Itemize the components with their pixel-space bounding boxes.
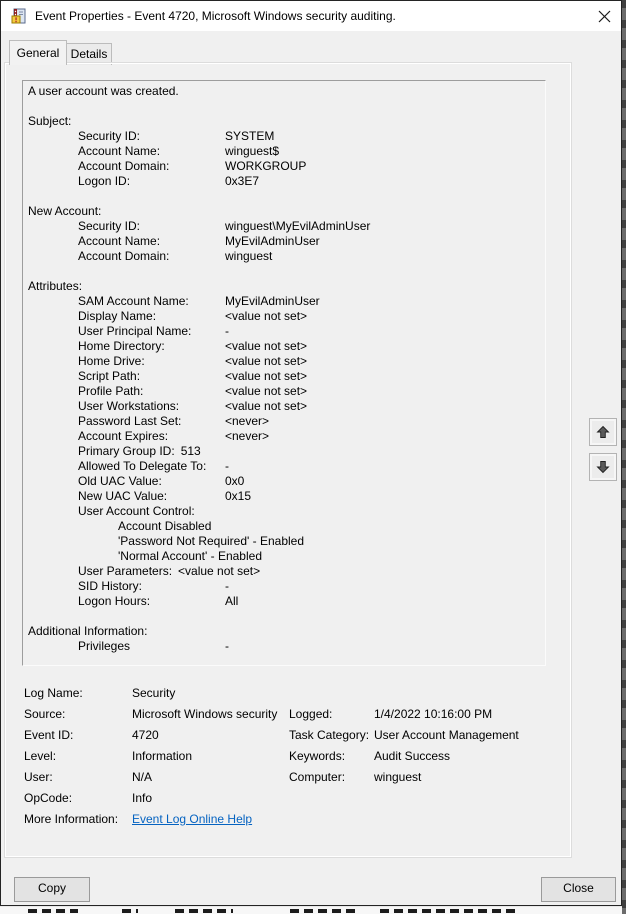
event-text-line: A user account was created. <box>28 84 179 98</box>
footer-label: Computer: <box>289 770 346 784</box>
event-text-line: Account Expires: <never> <box>78 429 270 443</box>
footer-value <box>374 812 564 833</box>
event-text-line: Account Disabled <box>118 519 212 533</box>
footer-label: More Information: <box>24 812 119 826</box>
copy-button[interactable]: Copy <box>14 877 90 902</box>
close-icon[interactable] <box>589 1 619 31</box>
footer-row <box>24 770 564 791</box>
footer-label <box>289 791 374 812</box>
event-text-line: User Principal Name: - <box>78 324 229 338</box>
background-text-fragment <box>175 909 233 913</box>
tab-general[interactable]: General <box>9 40 67 65</box>
event-text-line: Home Directory: <value not set> <box>78 339 308 353</box>
footer-value: N/A <box>132 770 153 784</box>
tab-details[interactable]: Details <box>66 43 112 65</box>
footer-label: Level: <box>24 749 57 763</box>
event-text-line: Profile Path: <value not set> <box>78 384 308 398</box>
background-text-fragment <box>380 909 520 913</box>
event-text-line: 'Normal Account' - Enabled <box>118 549 262 563</box>
footer-row <box>24 686 564 707</box>
footer-value: 4720 <box>132 728 159 742</box>
event-text-line: Attributes: <box>28 279 83 293</box>
up-arrow-icon[interactable] <box>589 418 617 446</box>
footer-value: Security <box>132 686 176 700</box>
footer-row <box>24 812 564 833</box>
background-text-fragment <box>290 909 360 913</box>
event-text-line: Account Domain: winguest <box>78 249 273 263</box>
footer-value: Audit Success <box>374 749 451 763</box>
event-text-line: User Account Control: <box>78 504 195 518</box>
event-text-line: Security ID: winguest\MyEvilAdminUser <box>78 219 371 233</box>
background-text-fragment <box>122 909 138 913</box>
background-window-right-edge <box>622 0 626 914</box>
footer-value: 1/4/2022 10:16:00 PM <box>374 707 493 721</box>
event-text-line <box>28 99 545 114</box>
event-text-line: Password Last Set: <never> <box>78 414 270 428</box>
event-text-line: Allowed To Delegate To: - <box>78 459 229 473</box>
event-text-line: Script Path: <value not set> <box>78 369 308 383</box>
footer-label: Logged: <box>289 707 333 721</box>
event-text-line: SAM Account Name: MyEvilAdminUser <box>78 294 320 308</box>
event-text-line: Logon ID: 0x3E7 <box>78 174 260 188</box>
event-text-line: Security ID: SYSTEM <box>78 129 275 143</box>
event-text-line: Additional Information: <box>28 624 148 638</box>
event-log-online-help-link[interactable]: Event Log Online Help <box>132 812 253 826</box>
event-text-line: User Parameters: <value not set> <box>78 564 261 578</box>
window-title: Event Properties - Event 4720, Microsoft Windows security auditing. <box>35 9 396 23</box>
footer-label: Source: <box>24 707 66 721</box>
footer-value: Information <box>132 749 193 763</box>
background-text-fragment <box>28 909 78 913</box>
event-text-line: Account Name: winguest$ <box>78 144 280 158</box>
event-text-line: Privileges - <box>78 639 229 653</box>
event-text-line: New Account: <box>28 204 102 218</box>
event-text-line: User Workstations: <value not set> <box>78 399 308 413</box>
footer-label: Log Name: <box>24 686 83 700</box>
event-text-line: Display Name: <value not set> <box>78 309 308 323</box>
footer-value: winguest <box>374 770 422 784</box>
event-text-line: Primary Group ID: 513 <box>78 444 201 458</box>
footer-label: Keywords: <box>289 749 346 763</box>
footer-value: Microsoft Windows security <box>132 707 278 721</box>
event-text-line <box>28 189 545 204</box>
footer-value <box>374 686 564 707</box>
event-text-line: Old UAC Value: 0x0 <box>78 474 245 488</box>
event-text-line <box>28 609 545 624</box>
down-arrow-icon[interactable] <box>589 453 617 481</box>
event-text-line: SID History: - <box>78 579 229 593</box>
event-text-line: New UAC Value: 0x15 <box>78 489 252 503</box>
footer-label: Event ID: <box>24 728 74 742</box>
footer-row <box>24 707 564 728</box>
event-text-line: Account Domain: WORKGROUP <box>78 159 307 173</box>
footer-label <box>289 686 374 707</box>
title-bar[interactable] <box>1 1 621 31</box>
footer-grid <box>24 686 564 833</box>
event-text-line: 'Password Not Required' - Enabled <box>118 534 305 548</box>
event-text-line: Logon Hours: All <box>78 594 239 608</box>
event-description[interactable] <box>22 80 546 666</box>
general-tab-page <box>5 63 571 857</box>
footer-label: Task Category: <box>289 728 370 742</box>
footer-value: User Account Management <box>374 728 519 742</box>
event-text-line: Home Drive: <value not set> <box>78 354 308 368</box>
event-log-icon <box>11 8 27 24</box>
footer-row <box>24 791 564 812</box>
footer-row <box>24 749 564 770</box>
footer-value <box>374 791 564 812</box>
footer-label: OpCode: <box>24 791 73 805</box>
footer-row <box>24 728 564 749</box>
event-text-line <box>28 264 545 279</box>
event-text-line: Subject: <box>28 114 72 128</box>
footer-label <box>289 812 374 833</box>
footer-value: Info <box>132 791 153 805</box>
event-text-line: Account Name: MyEvilAdminUser <box>78 234 320 248</box>
close-button[interactable]: Close <box>541 877 616 902</box>
footer-label: User: <box>24 770 53 784</box>
